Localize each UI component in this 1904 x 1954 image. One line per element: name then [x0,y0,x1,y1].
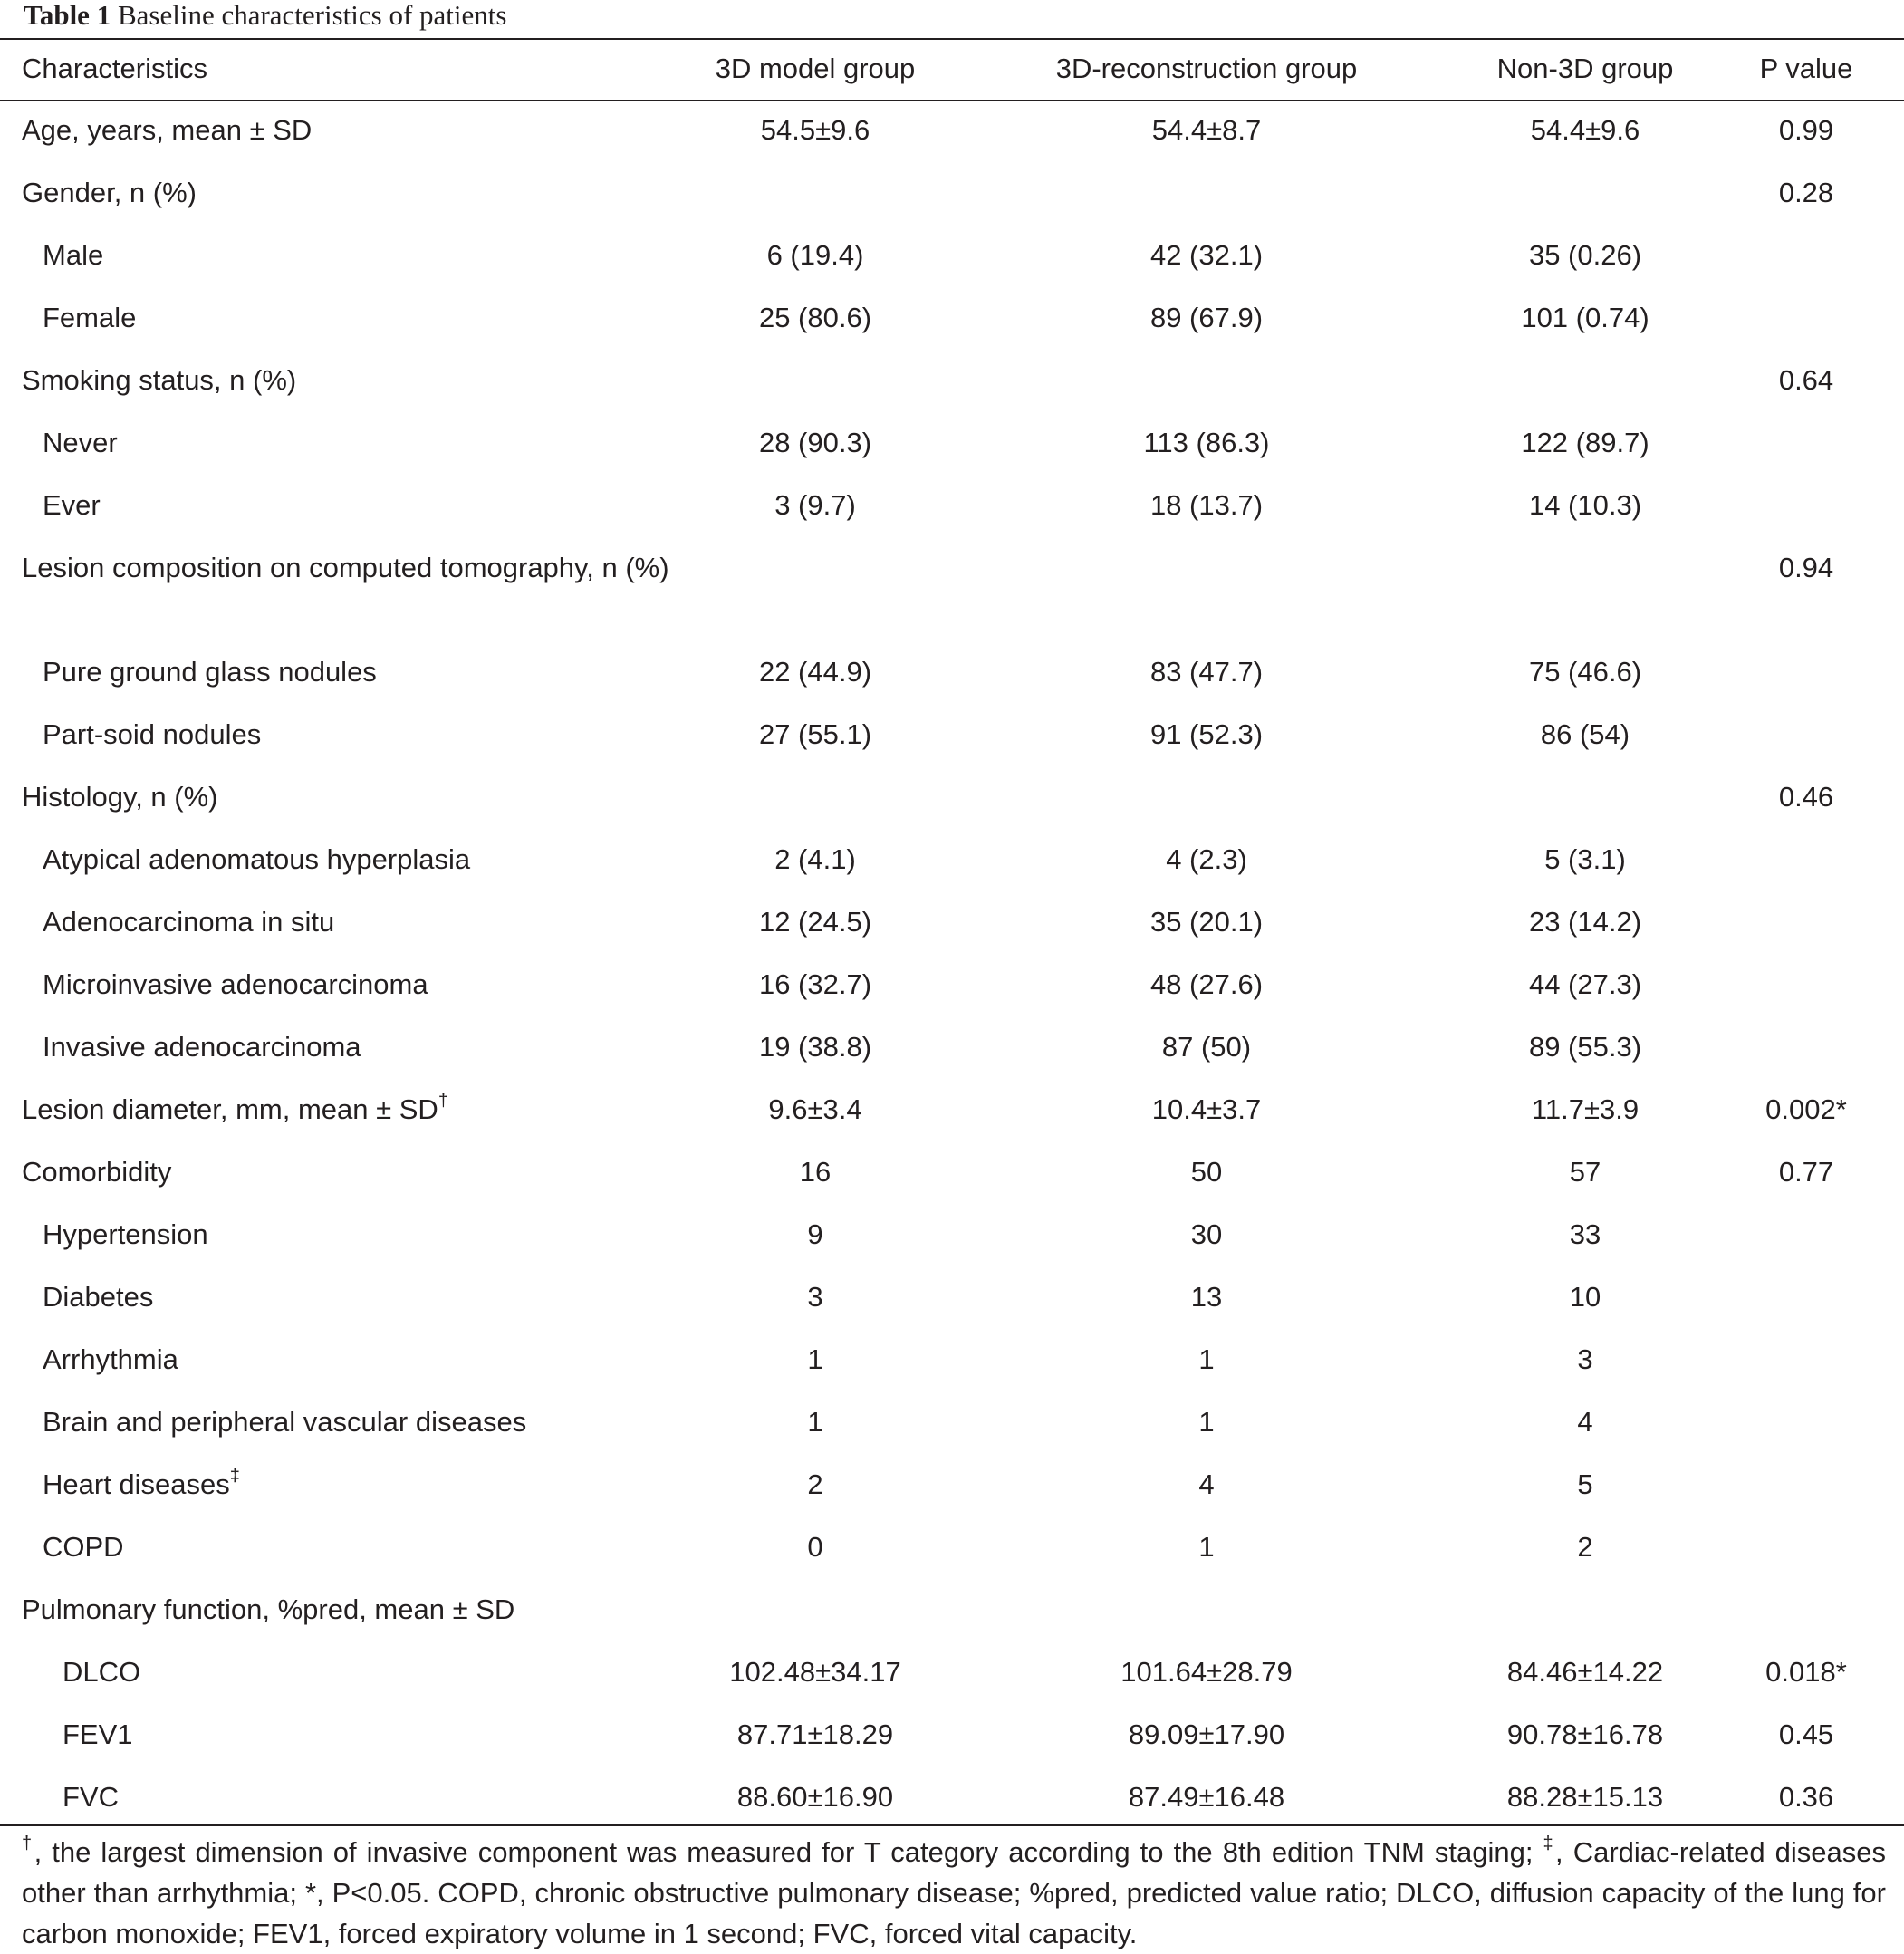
row-label [0,1141,679,1204]
cell-v2: 54.4±8.7 [1151,114,1262,146]
column-header-p-value: P value [1759,53,1853,84]
header-row [0,38,1904,100]
cell-v2: 42 (32.1) [1149,239,1264,271]
table-caption [24,0,506,31]
table-row [0,1579,1904,1641]
row-label-text: Brain and peripheral vascular diseases [43,1406,527,1438]
column-header-characteristics: Characteristics [22,53,207,84]
double-dagger-mark: ‡ [1543,1834,1556,1853]
cell-v2: 10.4±3.7 [1151,1093,1262,1125]
row-label [0,412,679,475]
cell-v3: 90.78±16.78 [1506,1718,1664,1750]
cell-p-value: 0.28 [1778,177,1834,208]
cell-v2: 87 (50) [1161,1031,1252,1063]
cell-v2: 18 (13.7) [1149,489,1264,521]
cell-v2 [951,350,1462,412]
cell-v3: 4 [1577,1406,1593,1438]
row-label [0,1079,679,1141]
table-row [0,1391,1904,1454]
row-label-text: Heart diseases [43,1468,230,1500]
row-label [0,1266,679,1329]
row-label-text: Arrhythmia [43,1343,178,1375]
cell-v2 [951,766,1462,829]
cell-v2 [951,537,1462,641]
cell-p-value [1708,475,1904,537]
cell-v2: 83 (47.7) [1149,656,1264,688]
cell-p-value [1708,1579,1904,1641]
cell-v1: 102.48±34.17 [729,1656,901,1688]
table-row [0,954,1904,1016]
cell-v1 [679,537,951,641]
cell-v3: 5 [1577,1468,1593,1500]
table-row [0,1266,1904,1329]
cell-v3: 35 (0.26) [1528,239,1642,271]
cell-p-value [1708,1454,1904,1516]
row-label-text: Diabetes [43,1281,154,1313]
row-label [0,537,679,641]
row-label [0,1329,679,1391]
table-row [0,1204,1904,1266]
cell-v1: 6 (19.4) [766,239,864,271]
row-label-text: FEV1 [63,1718,133,1750]
row-label [0,1016,679,1079]
cell-v2 [951,1579,1462,1641]
cell-v1: 9.6±3.4 [768,1093,862,1125]
table-row [0,891,1904,954]
cell-v2: 50 [1190,1156,1223,1188]
cell-p-value: 0.46 [1778,781,1834,813]
table-row [0,1704,1904,1766]
cell-v2: 30 [1190,1218,1223,1250]
cell-p-value [1708,1391,1904,1454]
cell-v2: 113 (86.3) [1143,427,1270,458]
cell-v1: 2 [807,1468,823,1500]
cell-v3: 11.7±3.9 [1531,1093,1640,1125]
row-label [0,829,679,891]
row-label-text: Female [43,302,137,333]
cell-v1 [679,350,951,412]
row-label [0,350,679,412]
row-label [0,704,679,766]
cell-p-value [1708,225,1904,287]
table-row [0,1454,1904,1516]
cell-v2: 13 [1190,1281,1223,1313]
baseline-characteristics-table [0,38,1904,1829]
cell-v2: 4 (2.3) [1166,843,1247,875]
table-number: Table 1 [24,0,111,31]
table-row [0,162,1904,225]
table-row [0,766,1904,829]
row-label [0,641,679,704]
table-row [0,1766,1904,1829]
cell-p-value [1708,1016,1904,1079]
footnote-marker: † [438,1091,448,1111]
row-label-text: FVC [63,1781,119,1813]
cell-v3: 57 [1569,1156,1601,1188]
table-row [0,287,1904,350]
row-label-text: Age, years, mean ± SD [22,114,313,146]
cell-v1: 22 (44.9) [758,656,872,688]
cell-v2 [951,162,1462,225]
cell-v3: 88.28±15.13 [1506,1781,1664,1813]
cell-p-value: 0.45 [1778,1718,1834,1750]
cell-v1: 87.71±18.29 [736,1718,894,1750]
cell-v2: 89 (67.9) [1149,302,1264,333]
row-label-text: Atypical adenomatous hyperplasia [43,843,471,875]
cell-p-value: 0.99 [1778,114,1834,146]
row-label-text: Male [43,239,104,271]
cell-v2: 48 (27.6) [1149,968,1264,1000]
cell-v3 [1462,1579,1708,1641]
cell-p-value [1708,641,1904,704]
cell-p-value [1708,1204,1904,1266]
row-label-text: Invasive adenocarcinoma [43,1031,361,1063]
footnote-marker: ‡ [229,1466,240,1486]
cell-v2: 89.09±17.90 [1128,1718,1285,1750]
cell-v2: 35 (20.1) [1149,906,1264,938]
row-label-text: Hypertension [43,1218,208,1250]
row-label [0,100,679,162]
row-label [0,1766,679,1829]
cell-v1: 0 [807,1531,823,1563]
cell-v1: 1 [807,1343,823,1375]
table-row [0,100,1904,162]
cell-v2: 4 [1198,1468,1215,1500]
cell-v1 [679,162,951,225]
cell-v3: 44 (27.3) [1528,968,1642,1000]
row-label [0,225,679,287]
row-label-text: Adenocarcinoma in situ [43,906,335,938]
dagger-mark: † [22,1834,34,1853]
cell-p-value [1708,287,1904,350]
table-row [0,1641,1904,1704]
cell-v1: 54.5±9.6 [760,114,870,146]
cell-v1: 88.60±16.90 [736,1781,894,1813]
cell-p-value [1708,704,1904,766]
row-label [0,475,679,537]
cell-p-value: 0.64 [1778,364,1834,396]
bottom-rule [0,1824,1904,1826]
cell-v1: 28 (90.3) [758,427,872,458]
cell-v1 [679,766,951,829]
cell-v3: 10 [1569,1281,1601,1313]
cell-v1: 9 [807,1218,823,1250]
row-label-text: Lesion diameter, mm, mean ± SD [22,1093,438,1125]
cell-v2: 87.49±16.48 [1128,1781,1285,1813]
table-row [0,412,1904,475]
cell-p-value: 0.94 [1778,552,1834,583]
row-label [0,1516,679,1579]
cell-v1 [679,1579,951,1641]
cell-v2: 91 (52.3) [1149,718,1264,750]
row-label [0,766,679,829]
cell-v3 [1462,162,1708,225]
table-row [0,829,1904,891]
table-row [0,1329,1904,1391]
table-row [0,1141,1904,1204]
cell-v1: 16 [799,1156,832,1188]
cell-v2: 1 [1198,1343,1215,1375]
footnote-part-1: , the largest dimension of invasive component was measured for T category according to the 8th edition TNM staging; [34,1836,1543,1868]
cell-p-value: 0.77 [1778,1156,1834,1188]
table-row [0,704,1904,766]
cell-v1: 25 (80.6) [758,302,872,333]
table-row [0,1079,1904,1141]
row-label [0,1391,679,1454]
row-label-text: Smoking status, n (%) [22,364,297,396]
table-footnote [22,1832,1886,1954]
cell-p-value [1708,1329,1904,1391]
cell-v1: 3 (9.7) [774,489,856,521]
table-row [0,537,1904,641]
row-label-text: COPD [43,1531,124,1563]
table-row [0,1016,1904,1079]
row-label [0,1454,679,1516]
header-rule [0,100,1904,101]
cell-v1: 12 (24.5) [758,906,872,938]
cell-p-value: 0.36 [1778,1781,1834,1813]
cell-v3 [1462,350,1708,412]
column-header-non-3d: Non-3D group [1496,53,1674,84]
cell-v3: 33 [1569,1218,1601,1250]
row-label-text: Lesion composition on computed tomography, n (%) [22,552,669,583]
cell-p-value [1708,954,1904,1016]
cell-v3: 54.4±9.6 [1530,114,1640,146]
table-row [0,475,1904,537]
cell-p-value: 0.002* [1765,1093,1847,1125]
cell-v3: 23 (14.2) [1528,906,1642,938]
cell-v3: 14 (10.3) [1528,489,1642,521]
cell-v3: 89 (55.3) [1528,1031,1642,1063]
cell-p-value [1708,1266,1904,1329]
row-label-text: Gender, n (%) [22,177,197,208]
row-label-text: Microinvasive adenocarcinoma [43,968,428,1000]
row-label-text: Pulmonary function, %pred, mean ± SD [22,1593,515,1625]
cell-v1: 3 [807,1281,823,1313]
row-label [0,891,679,954]
table-row [0,225,1904,287]
row-label [0,1704,679,1766]
table-title: Baseline characteristics of patients [117,0,507,31]
row-label [0,1579,679,1641]
cell-v3 [1462,766,1708,829]
row-label-text: Ever [43,489,101,521]
cell-v3: 2 [1577,1531,1593,1563]
cell-v1: 16 (32.7) [758,968,872,1000]
row-label-text: Comorbidity [22,1156,172,1188]
cell-p-value: 0.018* [1765,1656,1847,1688]
row-label [0,1204,679,1266]
cell-v1: 19 (38.8) [758,1031,872,1063]
cell-v3: 101 (0.74) [1521,302,1649,333]
cell-v3: 86 (54) [1540,718,1630,750]
table-row [0,641,1904,704]
cell-v2: 1 [1198,1406,1215,1438]
cell-v1: 2 (4.1) [774,843,856,875]
row-label-text: Never [43,427,118,458]
cell-v1: 1 [807,1406,823,1438]
row-label-text: Pure ground glass nodules [43,656,377,688]
cell-v3: 122 (89.7) [1521,427,1649,458]
cell-p-value [1708,891,1904,954]
column-header-3d-reconstruction: 3D-reconstruction group [1055,53,1358,84]
cell-v1: 27 (55.1) [758,718,872,750]
table-row [0,1516,1904,1579]
row-label-text: DLCO [63,1656,141,1688]
footnote-part-2: , Cardiac-related diseases other than arrhythmia; *, P<0.05. COPD, chronic obstructive pulmonary disease; %pred, predicted value ratio; DLCO, diffusion capacity of the lung for carbon monoxide; FEV1, forced expiratory volume in 1 second; FVC, forced vital capacity. [22,1836,1887,1949]
cell-v3: 84.46±14.22 [1506,1656,1664,1688]
cell-v3: 75 (46.6) [1528,656,1642,688]
row-label [0,1641,679,1704]
cell-v2: 1 [1198,1531,1215,1563]
cell-v2: 101.64±28.79 [1120,1656,1293,1688]
table-row [0,350,1904,412]
cell-v3: 3 [1577,1343,1593,1375]
row-label-text: Part-soid nodules [43,718,262,750]
row-label [0,954,679,1016]
cell-p-value [1708,1516,1904,1579]
cell-p-value [1708,412,1904,475]
cell-v3: 5 (3.1) [1544,843,1626,875]
cell-p-value [1708,829,1904,891]
row-label [0,162,679,225]
row-label-text: Histology, n (%) [22,781,218,813]
row-label [0,287,679,350]
cell-v3 [1462,537,1708,641]
column-header-3d-model: 3D model group [715,53,916,84]
